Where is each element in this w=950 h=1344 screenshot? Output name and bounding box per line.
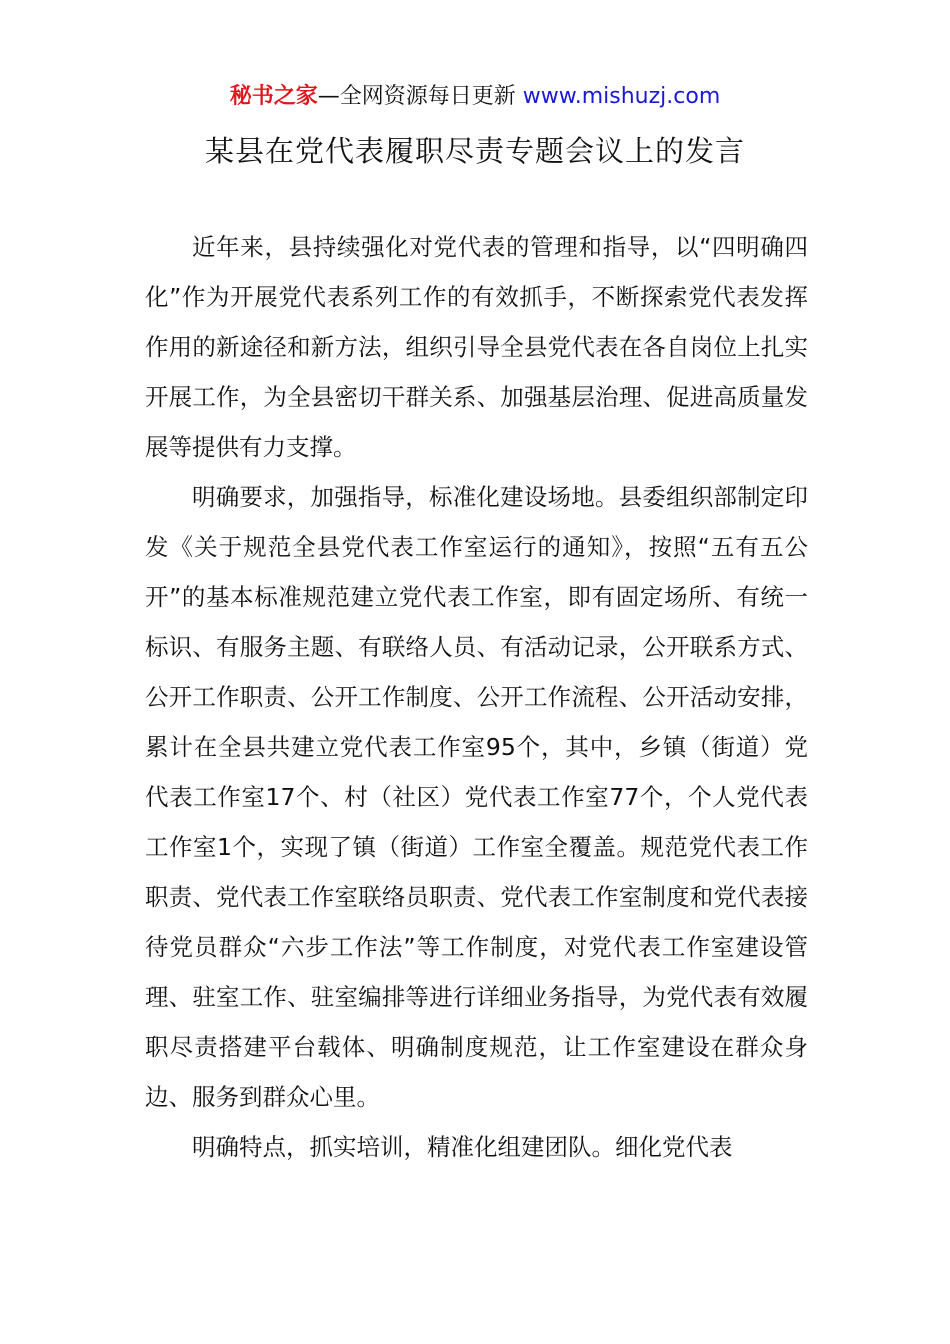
brand-name: 秘书之家 bbox=[229, 84, 318, 109]
paragraph-features: 明确特点，抓实培训，精准化组建团队。细化党代表 bbox=[192, 1133, 733, 1161]
paragraph-intro: 近年来，县持续强化对党代表的管理和指导，以“四明确四化”作为开展党代表系列工作的有效抓手，不断探索党代表发挥作用的新途径和新方法，组织引导全县党代表在各自岗位上扎实开展工作，为全县密切干群关系、加强基层治理、促进高质量发展等提供有力支撑。 bbox=[145, 233, 808, 461]
paragraph-requirements: 明确要求，加强指导，标准化建设场地。县委组织部制定印发《关于规范全县党代表工作室运行的通知》，按照“五有五公开”的基本标准规范建立党代表工作室，即有固定场所、有统一标识、有服务主题、有联络人员、有活动记录，公开联系方式、公开工作职责、公开工作制度、公开工作流程、公开活动安排，累计在全县共建立党代表工作室95个，其中，乡镇（街道）党代表工作室17个、村（社区）党代表工作室77个，个人党代表工作室1个，实现了镇（街道）工作室全覆盖。规范党代表工作职责、党代表工作室联络员职责、党代表工作室制度和党代表接待党员群众“六步工作法”等工作制度，对党代表工作室建设管理、驻室工作、驻室编排等进行详细业务指导，为党代表有效履职尽责搭建平台载体、明确制度规范，让工作室建设在群众身边、服务到群众心里。 bbox=[145, 483, 808, 1111]
banner-tagline: —全网资源每日更新 bbox=[317, 84, 523, 109]
site-banner bbox=[0, 82, 950, 112]
site-url[interactable]: www.mishuzj.com bbox=[522, 84, 721, 109]
document-body bbox=[145, 222, 808, 1172]
document-title: 某县在党代表履职尽责专题会议上的发言 bbox=[204, 134, 745, 168]
